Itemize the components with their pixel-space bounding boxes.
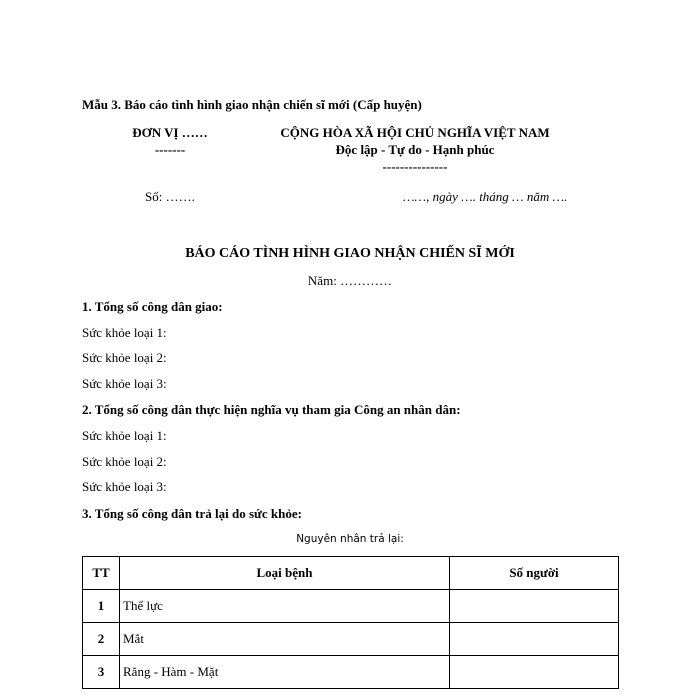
row-disease: Răng - Hàm - Mặt: [120, 656, 450, 689]
row-disease: Mắt: [120, 623, 450, 656]
disease-table: [82, 556, 619, 689]
table-header-row: [83, 557, 619, 590]
header-count: Số người: [450, 557, 619, 590]
year-line: Năm: …………: [307, 273, 393, 288]
nation-divider: ---------------: [382, 159, 448, 174]
section-2-item: Sức khỏe loại 2:: [82, 454, 167, 469]
unit-block: [110, 124, 230, 158]
row-disease: Thể lực: [120, 590, 450, 623]
document-number: Số: …….: [145, 189, 195, 204]
row-tt: 3: [83, 656, 120, 689]
report-title: BÁO CÁO TÌNH HÌNH GIAO NHẬN CHIẾN SĨ MỚI: [185, 246, 515, 261]
header-tt: TT: [83, 557, 120, 590]
section-2-heading: 2. Tổng số công dân thực hiện nghĩa vụ tham gia Công an nhân dân:: [82, 402, 461, 417]
table-caption: Nguyên nhân trả lại:: [296, 533, 404, 545]
table-row: [83, 623, 619, 656]
section-3-heading: 3. Tổng số công dân trả lại do sức khỏe:: [82, 506, 302, 521]
nation-motto: Độc lập - Tự do - Hạnh phúc: [335, 142, 495, 157]
section-2-item: Sức khỏe loại 1:: [82, 428, 167, 443]
section-2-item: Sức khỏe loại 3:: [82, 479, 167, 494]
table-row: [83, 590, 619, 623]
row-count: [450, 656, 619, 689]
form-header: Mẫu 3. Báo cáo tình hình giao nhận chiến sĩ mới (Cấp huyện): [82, 97, 422, 112]
date-line: ……, ngày …. tháng … năm ….: [403, 189, 568, 204]
header-disease: Loại bệnh: [120, 557, 450, 590]
unit-name: ĐƠN VỊ ……: [132, 125, 208, 140]
section-1-item: Sức khỏe loại 3:: [82, 376, 167, 391]
nation-block: [270, 124, 560, 175]
section-1-item: Sức khỏe loại 2:: [82, 350, 167, 365]
nation-name: CỘNG HÒA XÃ HỘI CHỦ NGHĨA VIỆT NAM: [280, 125, 550, 140]
row-count: [450, 623, 619, 656]
table-row: [83, 656, 619, 689]
row-count: [450, 590, 619, 623]
row-tt: 2: [83, 623, 120, 656]
section-1-heading: 1. Tổng số công dân giao:: [82, 299, 223, 314]
section-1-item: Sức khỏe loại 1:: [82, 325, 167, 340]
unit-divider: -------: [154, 142, 186, 157]
row-tt: 1: [83, 590, 120, 623]
